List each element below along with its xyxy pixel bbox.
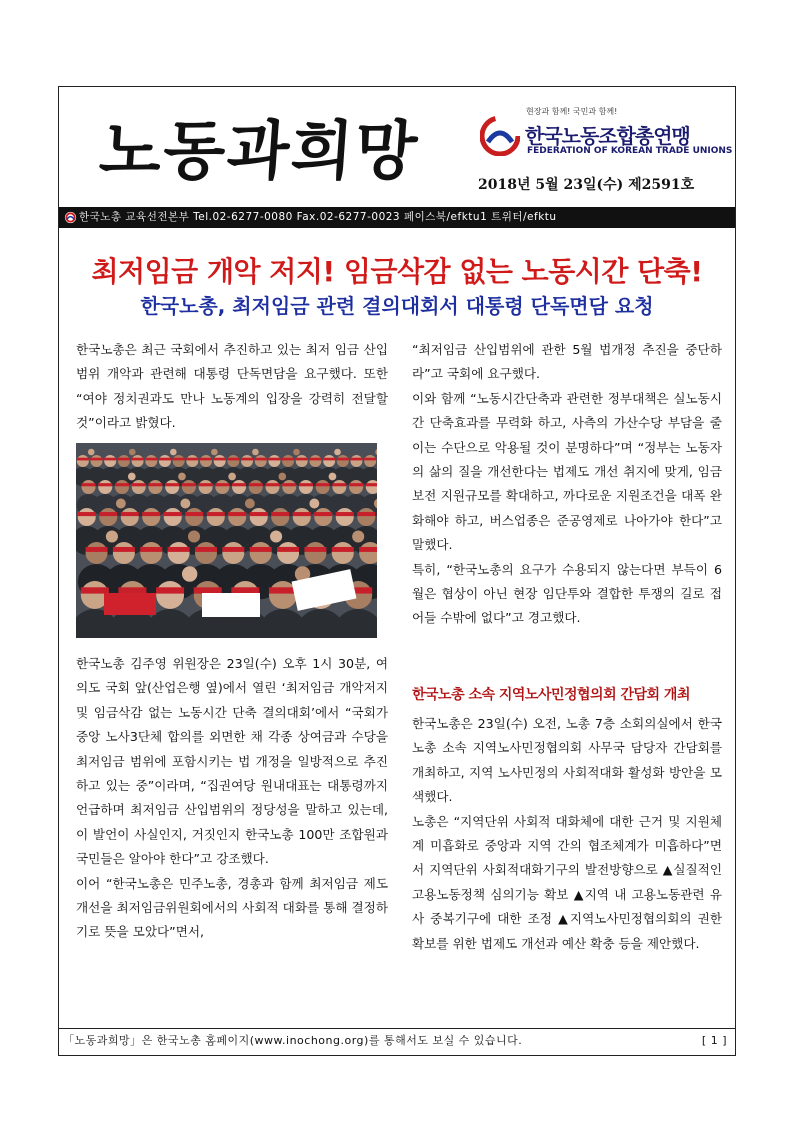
article-column-right-bottom (412, 712, 722, 956)
paragraph: 노총은 “지역단위 사회적 대화체에 대한 근거 및 지원체계 미흡화로 중앙과 지역 간의 협조체계가 미흡하다”면서 지역단위 사회적대화기구의 발전방향으로 ▲실질적인 고용노동정책 심의기능 확보 ▲지역 내 고용노동관련 유사 중복기구에 대한 조정 ▲지역노사민정협의회의 권한 확보를 위한 법제도 개선과 예산 확충 등을 제안했다. (412, 813, 722, 951)
rally-photo-image (76, 443, 377, 638)
paragraph: 특히, “한국노총의 요구가 수용되지 않는다면 부득이 6월은 협상이 아닌 현장 임단투와 결합한 투쟁의 길로 접어들 수밖에 없다”고 경고했다. (412, 561, 722, 626)
paragraph: “최저임금 산입범위에 관한 5월 법개정 추진을 중단하라”고 국회에 요구했다. (412, 342, 722, 382)
footer-text: 「노동과희망」은 한국노총 홈페이지(www.inochong.org)를 통해서도 보실 수 있습니다. (63, 1034, 523, 1047)
newsletter-title: 노동과희망 (96, 114, 422, 189)
federation-tagline: 현장과 함께! 국민과 함께! (526, 107, 618, 116)
paragraph: 이와 함께 “노동시간단축과 관련한 정부대책은 실노동시간 단축효과를 무력화 하고, 사측의 가산수당 부담을 줄이는 수단으로 악용될 것이 분명하다”며 “정부는 노동자의 삶의 질을 개선한다는 법제도 개선 취지에 맞게, 임금보전 지원규모를 확대하고, 까다로운 지원조건을 대폭 완화해야 하고, 버스업종은 준공영제로 나아가야 한다”고 말했다. (412, 390, 722, 553)
paragraph: 이어 “한국노총은 민주노총, 경총과 함께 최저임금 제도개선을 최저임금위원회에서의 사회적 대화를 통해 결정하기로 뜻을 모았다”면서, (76, 875, 388, 940)
article-subheadline: 한국노총, 최저임금 관련 결의대회서 대통령 단독면담 요청 (140, 294, 654, 318)
fktu-mini-logo-icon (64, 211, 77, 224)
section-heading: 한국노총 소속 지역노사민정협의회 간담회 개최 (412, 687, 690, 703)
fktu-logo-icon (480, 116, 520, 156)
federation-english-name: FEDERATION OF KOREAN TRADE UNIONS (527, 146, 733, 156)
article-headline: 최저임금 개악 저지! 임금삭감 없는 노동시간 단축! (91, 255, 703, 288)
rally-photo (76, 443, 377, 638)
article-column-left-bottom (76, 652, 388, 945)
footer-bar (59, 1028, 735, 1054)
federation-name: 한국노동조합총연맹 (525, 124, 690, 148)
issue-date: 2018년 5월 23일(수) 제2591호 (478, 177, 695, 193)
article-column-right-top (412, 338, 722, 631)
contact-info-bar (59, 207, 735, 228)
paragraph: 한국노총은 최근 국회에서 추진하고 있는 최저 임금 산입범위 개악과 관련해 대통령 단독면담을 요구했다. 또한 “여야 정치권과도 만나 노동계의 입장을 강력히 전달할 것”이라고 밝혔다. (76, 342, 388, 431)
contact-info-text: 한국노총 교육선전본부 Tel.02-6277-0080 Fax.02-6277-0023 페이스북/efktu1 트위터/efktu (79, 211, 557, 223)
paragraph: 한국노총은 23일(수) 오전, 노총 7층 소회의실에서 한국노총 소속 지역노사민정협의회 사무국 담당자 간담회를 개최하고, 지역 노사민정의 사회적대화 활성화 방안을 모색했다. (412, 716, 722, 805)
paragraph: 한국노총 김주영 위원장은 23일(수) 오후 1시 30분, 여의도 국회 앞(산업은행 옆)에서 열린 ‘최저임금 개악저지 및 임금삭감 없는 노동시간 단축 결의대회’에서 “국회가 중앙 노사3단체 합의를 외면한 채 각종 상여금과 수당을 최저임금 범위에 포함시키는 법 개정을 일방적으로 추진하고 있는 중”이라며, “집권여당 원내대표는 대통령까지 언급하며 최저임금 산입범위의 정당성을 말하고 있는데, 이 발언이 사실인지, 거짓인지 한국노총 100만 조합원과 국민들은 알아야 한다”고 강조했다. (76, 656, 388, 867)
article-column-left-top (76, 338, 388, 436)
page-number: [ 1 ] (701, 1034, 727, 1047)
